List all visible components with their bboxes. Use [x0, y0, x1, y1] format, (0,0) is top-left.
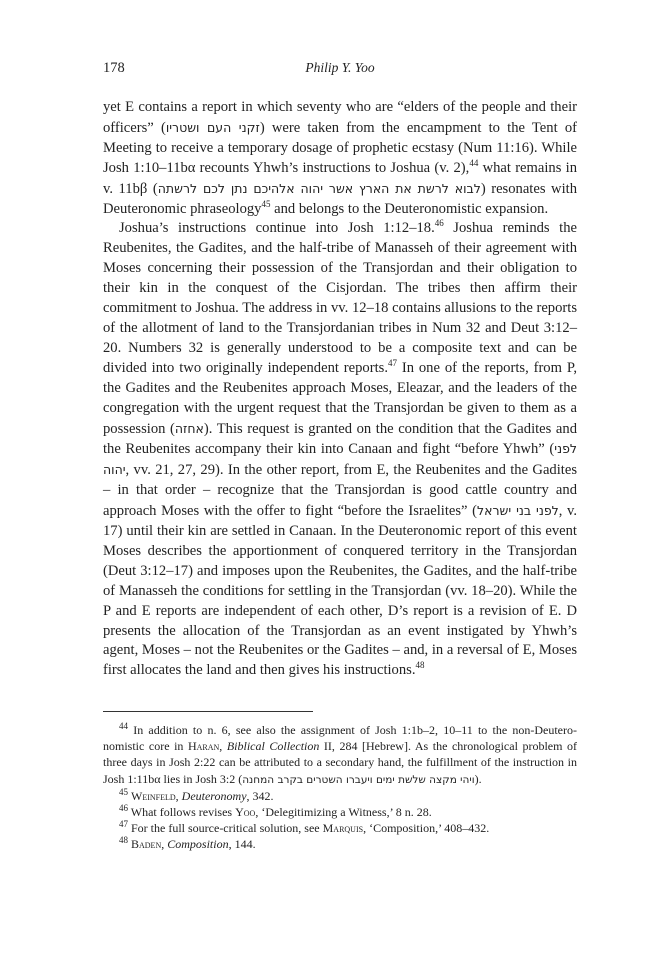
author-name: Marquis [322, 821, 364, 836]
footnote-48 [103, 836, 577, 852]
text-run: , [161, 837, 168, 852]
footnote-44 [103, 722, 577, 788]
text-run: For the full source-critical solution, see [128, 821, 323, 836]
paragraph-2 [103, 219, 577, 681]
running-head-author: Philip Y. Yoo [305, 60, 375, 75]
text-run: what remains in v. 11bβ ( [103, 159, 577, 197]
author-name: Yoo [235, 805, 256, 820]
footnote-number: 47 [119, 819, 128, 830]
text-run: ) resonates with Deuteronomic phraseology [103, 180, 578, 217]
text-run: , v. 17) until their kin are settled in Canaan. In the Deuteronomic report of this event Moses describes the apportionment of conquered territory in the Transjordan (Deut 3:12–17) and imposes upon the Reubenites, the Gadites, and the half-tribe of Manasseh the conditions for settling in the Transjordan (vv. 18–20). While the P and E reports are independent of each other, D’s report is a revision of E. D presents the allocation of the Transjordan as an event instigated by Yhwh’s agent, Moses – not the Reubenites or the Gadites – and, in a reversal of E, Moses first allocates the land and then gives his instructions. [103, 503, 577, 679]
text-run: , ‘Delegitimizing a Witness,’ 8 n. 28. [255, 805, 432, 820]
footnote-number: 48 [119, 835, 128, 846]
text-run: , [219, 739, 227, 754]
footnote-ref-46[interactable]: 46 [434, 218, 444, 229]
footnote-ref-48[interactable]: 48 [415, 660, 425, 671]
text-run: Joshua reminds the Reubenites, the Gadites, and the half-tribe of Manasseh of their agreement with Moses concerning their possession of the Transjordan and their obligation to their kin in the conquest of the Cisjordan. The tribes then affirm their commitment to Joshua. The address in vv. 12–18 contains allusions to the reports of the allotment of land to the Transjordanian tribes in Num 32 and Deut 3:12–20. Numbers 32 is generally understood to be a composite text and can be divided into two originally independent reports. [103, 220, 577, 376]
footnote-number: 46 [119, 803, 128, 814]
text-run: , 144. [228, 837, 256, 852]
paragraph-1 [103, 98, 577, 219]
main-text [103, 98, 577, 681]
author-name: Baden [131, 837, 162, 852]
text-run: In one of the reports, from P, the Gadites and the Reubenites approach Moses, Eleazar, and the leaders of the congregation with the urgent request that the Transjordan be given to them as a possession ( [103, 359, 577, 437]
text-run: , ‘Composition,’ 408–432. [363, 821, 490, 836]
footnotes [103, 722, 577, 853]
text-run: and belongs to the Deuteronomistic expansion. [270, 200, 549, 217]
hebrew-phrase: לפני בני ישראל [476, 503, 559, 519]
text-run: , [175, 788, 182, 803]
footnote-number: 44 [119, 721, 128, 731]
text-run: ). This request is granted on the condition that the Gadites and the Reubenites accompany their kin into Canaan and fight “before Yhwh” ( [103, 420, 577, 458]
page-number: 178 [103, 60, 125, 76]
hebrew-phrase: לפני יהוה [103, 441, 577, 478]
hebrew-phrase: ויהי מקצה שלשת ימים ויעברו השטרים בקרב המחנה [242, 773, 475, 786]
hebrew-phrase: אחזה [174, 420, 204, 436]
footnote-45 [103, 788, 577, 804]
footnote-ref-44[interactable]: 44 [469, 157, 479, 168]
footnote-ref-47[interactable]: 47 [387, 357, 397, 368]
text-run: ) were taken from the encampment to the Tent of Meeting to receive a temporary dosage of prophetic ecstasy (Num 11:16). While Josh 1:10–11bα recounts Yhwh’s instructions to Joshua (v. 2), [103, 119, 577, 176]
text-run: Joshua’s instructions continue into Josh 1:12–18. [119, 220, 435, 237]
work-title: Biblical Collection [226, 739, 320, 754]
text-run: , vv. 21, 27, 29). In the other report, from E, the Reubenites and the Gadites – in that order – recognize that the Transjordan is good cattle country and approach Moses with the offer to fight “before the Israelites” ( [103, 462, 577, 520]
footnote-46 [103, 804, 577, 820]
text-run: , 342. [246, 788, 274, 803]
text-run: In addition to n. 6, see also the assignment of Josh 1:1b–2, 10–11 to the non-Deuteronomistic core in [103, 723, 577, 754]
running-head [103, 60, 577, 82]
text-run: ). [474, 771, 482, 786]
footnote-47 [103, 820, 577, 836]
author-name: Weinfeld [131, 788, 176, 803]
text-run: II, 284 [Hebrew]. As the chronological problem of three days in Josh 2:22 can be attributed to a secondary hand, the fulfillment of the instruction in Josh 1:11bα lies in Josh 3:2 ( [103, 739, 577, 786]
footnote-ref-45[interactable]: 45 [261, 198, 271, 209]
work-title: Deuteronomy [181, 788, 247, 803]
work-title: Composition [167, 837, 229, 852]
text-run: What follows revises [128, 805, 236, 820]
footnote-number: 45 [119, 786, 128, 797]
author-name: Haran [187, 739, 220, 754]
footnote-rule [103, 711, 313, 712]
hebrew-phrase: לבוא לרשת את הארץ אשר יהוה אלהיכם נתן לכם לרשתה [157, 180, 481, 196]
hebrew-phrase: זקני העם ושטריו [165, 119, 260, 135]
text-run: yet E contains a report in which seventy who are “elders of the people and their officers” ( [103, 99, 577, 136]
